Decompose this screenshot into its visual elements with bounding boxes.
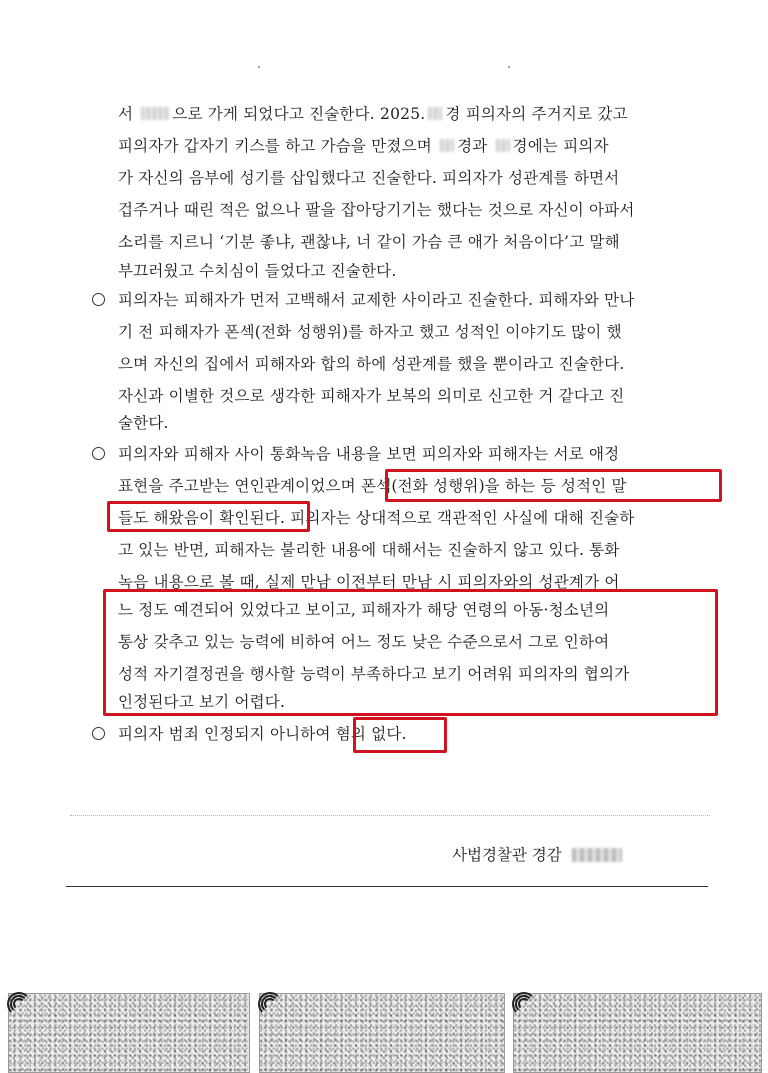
security-pattern	[513, 993, 762, 1073]
body-line: 느 정도 예견되어 있었다고 보이고, 피해자가 해당 연령의 아동·청소년의	[118, 601, 610, 619]
body-line: 인정된다고 보기 어렵다.	[118, 693, 286, 711]
divider	[66, 886, 708, 887]
body-line: 피의자 범죄 인정되지 아니하여 혐의 없다.	[118, 725, 407, 743]
body-line: 자신과 이별한 것으로 생각한 피해자가 보복의 의미로 신고한 거 같다고 진	[118, 387, 625, 405]
body-line: 들도 해왔음이 확인된다. 피의자는 상대적으로 객관적인 사실에 대해 진술하	[118, 509, 635, 527]
body-line: 기 전 피해자가 폰섹(전화 성행위)를 하자고 했고 성적인 이야기도 많이 했	[118, 323, 622, 341]
swirl-icon	[258, 992, 284, 1018]
body-line: 고 있는 반면, 피해자는 불리한 내용에 대해서는 진술하지 않고 있다. 통화	[118, 541, 620, 559]
swirl-icon	[512, 992, 538, 1018]
divider	[70, 815, 710, 816]
body-line: 피의자는 피해자가 먼저 고백해서 교제한 사이라고 진술한다. 피해자와 만나	[118, 291, 635, 309]
circle-bullet-icon	[92, 727, 105, 740]
circle-bullet-icon	[92, 447, 105, 460]
body-line: 성적 자기결정권을 행사할 능력이 부족하다고 보기 어려워 피의자의 협의가	[118, 665, 630, 683]
redacted-text	[428, 107, 442, 120]
body-line: 서 으로 가게 되었다고 진술한다. 2025. 경 피의자의 주거지로 갔고	[118, 105, 628, 123]
redacted-text	[496, 139, 510, 152]
body-line: 통상 갖추고 있는 능력에 비하여 어느 정도 낮은 수준으로서 그로 인하여	[118, 633, 610, 651]
security-pattern	[259, 993, 505, 1073]
security-pattern	[8, 993, 250, 1073]
signature	[452, 843, 622, 865]
scan-mark	[508, 66, 510, 68]
body-line: 가 자신의 음부에 성기를 삽입했다고 진술한다. 피의자가 성관계를 하면서	[118, 169, 620, 187]
body-line: 술한다.	[118, 414, 169, 432]
body-line: 소리를 지르니 ‘기분 좋냐, 괜찮냐, 너 같이 가슴 큰 애가 처음이다’고 말해	[118, 233, 620, 251]
redacted-text	[141, 107, 169, 120]
body-line: 녹음 내용으로 볼 때, 실제 만남 이전부터 만남 시 피의자와의 성관계가 어	[118, 573, 620, 591]
signature-title: 사법경찰관 경감	[452, 846, 562, 864]
body-line: 으며 자신의 집에서 피해자와 합의 하에 성관계를 했을 뿐이라고 진술한다.	[118, 355, 625, 373]
scan-mark	[258, 66, 260, 68]
redacted-text	[440, 139, 454, 152]
redacted-name	[572, 848, 622, 862]
circle-bullet-icon	[92, 293, 105, 306]
body-line: 겁주거나 때린 적은 없으나 팔을 잡아당기기는 했다는 것으로 자신이 아파서	[118, 201, 635, 219]
body-line: 표현을 주고받는 연인관계이었으며 폰섹(전화 성행위)을 하는 등 성적인 말	[118, 477, 627, 495]
swirl-icon	[7, 992, 33, 1018]
body-line: 부끄러웠고 수치심이 들었다고 진술한다.	[118, 262, 397, 280]
body-line: 피의자가 갑자기 키스를 하고 가슴을 만졌으며 경과 경에는 피의자	[118, 137, 609, 155]
body-line: 피의자와 피해자 사이 통화녹음 내용을 보면 피의자와 피해자는 서로 애정	[118, 445, 620, 463]
